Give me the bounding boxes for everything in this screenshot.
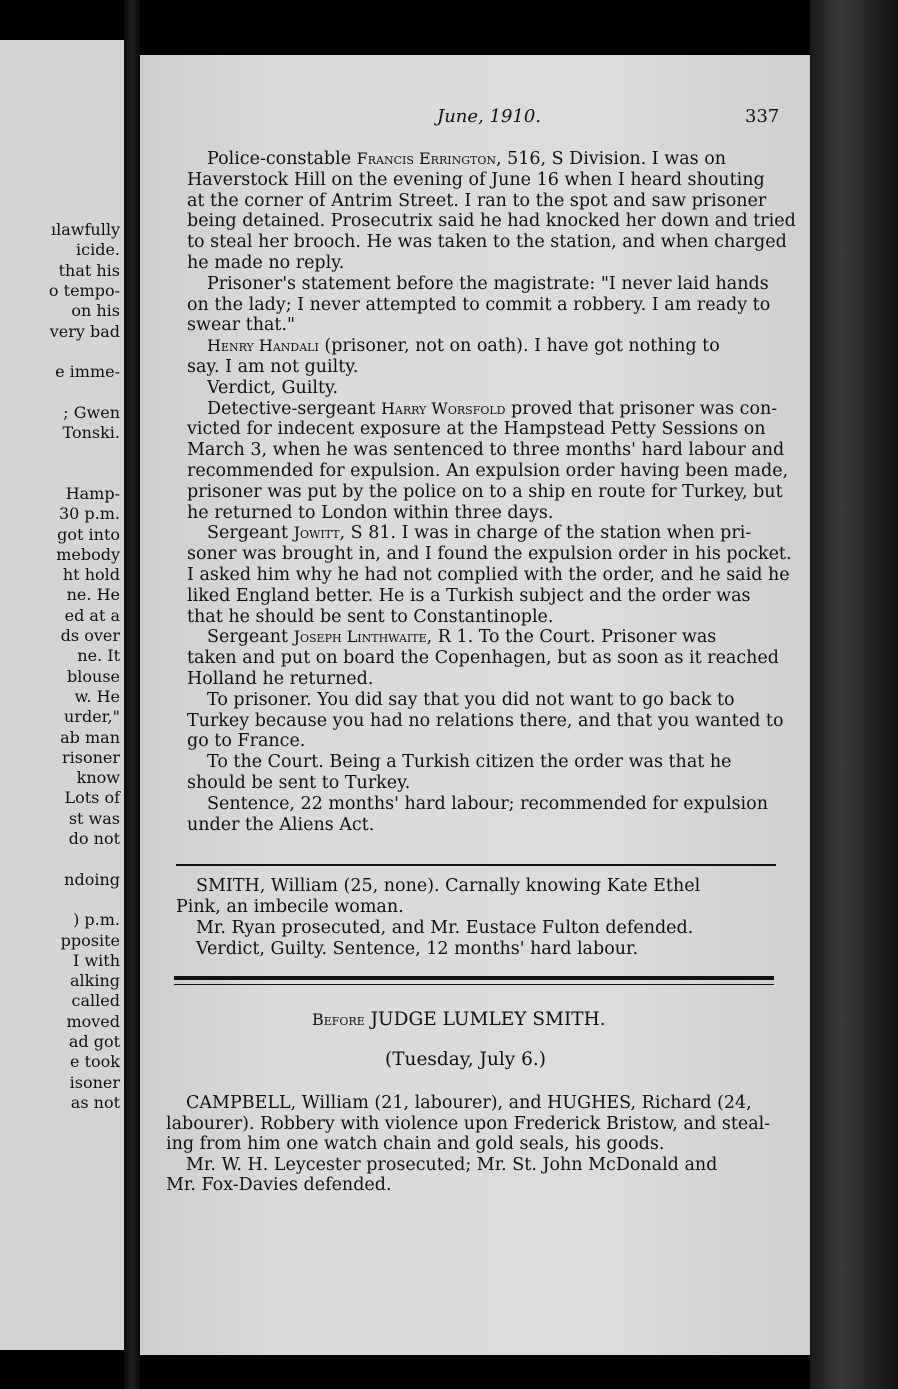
body-line: [187, 191, 766, 211]
body-line: [187, 357, 358, 377]
body-text: Turkey because you had no relations there, and that you wanted to: [187, 710, 784, 731]
body-line: [187, 669, 373, 689]
body-text: say. I am not guilty.: [187, 357, 359, 377]
body-line: [207, 752, 732, 772]
body-text: that he should be sent to Constantinople.: [187, 606, 554, 627]
previous-page-fragment: Hamp-: [65, 483, 120, 503]
previous-page-fragment: isoner: [69, 1072, 120, 1092]
previous-page-fragment: blouse: [67, 666, 120, 686]
campbell-line: labourer). Robbery with violence upon Frederick Bristow, and steal-: [166, 1113, 771, 1134]
body-line: [207, 274, 769, 294]
body-text: he made no reply.: [187, 253, 345, 273]
body-line: [207, 794, 768, 814]
campbell-line: CAMPBELL, William (21, labourer), and HUGHES, Richard (24,: [186, 1093, 752, 1113]
body-text: I asked him why he had not complied with the order, and he said he: [187, 565, 790, 585]
body-text: Detective-sergeant: [207, 398, 381, 419]
campbell-line: Mr. W. H. Leycester prosecuted; Mr. St. John McDonald and: [186, 1154, 718, 1175]
body-line: [187, 773, 410, 793]
campbell-line: Mr. Fox-Davies defended.: [166, 1175, 392, 1195]
body-text: To the Court. Being a Turkish citizen the order was that he: [207, 752, 732, 773]
witness-name: Henry Handali: [207, 336, 319, 356]
smith-line: Verdict, Guilty. Sentence, 12 months' hard labour.: [196, 939, 639, 959]
body-line: [207, 523, 751, 543]
previous-page-fragment: called: [71, 991, 120, 1011]
body-line: [187, 731, 305, 751]
body-line: [187, 482, 783, 502]
previous-page-fragment: e imme-: [55, 362, 120, 382]
body-text: victed for indecent exposure at the Hampstead Petty Sessions on: [187, 419, 766, 440]
witness-name: Harry Worsfold: [380, 398, 506, 418]
smith-line: SMITH, William (25, none). Carnally knowing Kate Ethel: [196, 876, 701, 896]
judge-name: JUDGE LUMLEY SMITH.: [364, 1009, 606, 1030]
body-text: Verdict, Guilty.: [207, 377, 339, 398]
body-text: Police-constable: [207, 149, 357, 169]
previous-page-fragment: that his: [58, 260, 120, 280]
previous-page-fragment: very bad: [49, 321, 120, 341]
previous-page-fragment: ed at a: [64, 605, 120, 625]
body-text: Holland he returned.: [187, 669, 374, 689]
body-text: Sentence, 22 months' hard labour; recommended for expulsion: [207, 793, 768, 814]
body-line: [187, 232, 787, 252]
body-line: [187, 607, 553, 627]
body-text: To prisoner. You did say that you did not want to go back to: [207, 689, 735, 710]
running-title: June, 1910.: [437, 106, 542, 127]
body-text: under the Aliens Act.: [187, 814, 375, 835]
previous-page-fragment: 30 p.m.: [58, 504, 120, 524]
previous-page-fragment: ne. He: [66, 585, 120, 605]
witness-name: Francis Errington: [356, 149, 496, 168]
body-text: , 516, S Division. I was on: [495, 149, 727, 169]
body-text: soner was brought in, and I found the expulsion order in his pocket.: [187, 544, 792, 565]
previous-page-fragment: o tempo-: [48, 280, 120, 300]
previous-page-fragment: alking: [69, 971, 120, 991]
body-line: [187, 648, 779, 668]
body-line: [207, 627, 716, 647]
previous-page-fragment: risoner: [61, 747, 120, 767]
section-double-rule-bottom: [174, 984, 774, 985]
body-line: [207, 399, 777, 419]
section-heading: [312, 1010, 606, 1030]
previous-page-fragment: ht hold: [62, 565, 120, 585]
previous-page-fragment: moved: [66, 1011, 120, 1031]
body-text: prisoner was put by the police on to a ship en route for Turkey, but: [187, 481, 783, 502]
body-line: [187, 544, 792, 564]
smith-line: Pink, an imbecile woman.: [176, 897, 404, 917]
body-text: taken and put on board the Copenhagen, but as soon as it reached: [187, 648, 779, 669]
previous-page-fragment: Tonski.: [62, 423, 120, 442]
body-text: he returned to London within three days.: [187, 502, 554, 523]
previous-page-fragment: pposite: [60, 930, 120, 950]
body-text: go to France.: [187, 731, 306, 752]
previous-page-fragment: on his: [71, 301, 120, 321]
body-line: [187, 253, 344, 273]
body-text: March 3, when he was sentenced to three months' hard labour and: [187, 440, 785, 461]
body-line: [187, 586, 751, 606]
previous-page-fragment: ne. It: [77, 646, 120, 666]
body-text: swear that.": [187, 315, 296, 336]
body-line: [207, 690, 735, 710]
case-divider: [176, 864, 776, 866]
body-text: Sergeant: [207, 627, 294, 648]
previous-page-fragment: ndoing: [64, 869, 120, 889]
section-double-rule-top: [174, 976, 774, 980]
body-text: Sergeant: [207, 523, 294, 544]
body-text: Prisoner's statement before the magistrate: "I never laid hands: [207, 273, 769, 294]
previous-page-fragment: ; Gwen: [63, 402, 120, 422]
previous-page-fragment: st was: [68, 808, 120, 828]
body-line: [207, 336, 720, 356]
previous-page-fragment: ) p.m.: [73, 910, 120, 930]
body-text: , S 81. I was in charge of the station when pri-: [339, 523, 752, 544]
previous-page-fragment: w. He: [74, 686, 120, 706]
body-line: [187, 295, 770, 315]
previous-page-fragment: mebody: [56, 544, 120, 564]
previous-page-fragment: ds over: [60, 626, 120, 645]
body-text: at the corner of Antrim Street. I ran to the spot and saw prisoner: [187, 190, 767, 211]
body-text: should be sent to Turkey.: [187, 773, 411, 793]
body-text: (prisoner, not on oath). I have got nothing to: [318, 336, 720, 357]
previous-page-fragment: e took: [70, 1052, 120, 1072]
session-date: (Tuesday, July 6.): [385, 1049, 546, 1070]
body-line: [187, 461, 788, 481]
body-line: [187, 711, 783, 731]
body-line: [187, 565, 790, 585]
previous-page-fragment: ılawfully: [51, 220, 120, 239]
page-number: 337: [745, 106, 780, 127]
previous-page-fragment: icide.: [76, 240, 120, 260]
body-text: to steal her brooch. He was taken to the station, and when charged: [187, 232, 787, 253]
smith-line: Mr. Ryan prosecuted, and Mr. Eustace Fulton defended.: [196, 918, 694, 938]
body-line: [187, 503, 553, 523]
body-line: [207, 378, 338, 398]
body-text: recommended for expulsion. An expulsion order having been made,: [187, 461, 789, 481]
previous-page-fragment: as not: [70, 1092, 120, 1112]
body-line: [187, 815, 374, 835]
body-line: [187, 211, 796, 231]
body-text: proved that prisoner was con-: [505, 398, 778, 419]
witness-name: Jowitt: [293, 523, 340, 543]
body-text: being detained. Prosecutrix said he had knocked her down and tried: [187, 211, 796, 232]
campbell-line: ing from him one watch chain and gold seals, his goods.: [166, 1134, 665, 1154]
previous-page-fragment: urder,": [64, 707, 120, 727]
previous-page-fragment: got into: [57, 524, 120, 544]
before-prefix: Before: [312, 1010, 365, 1029]
body-line: [187, 419, 766, 439]
previous-page-fragment: know: [76, 768, 120, 788]
body-text: liked England better. He is a Turkish subject and the order was: [187, 585, 751, 606]
previous-page-fragment: I with: [73, 950, 120, 970]
previous-page-fragment: ad got: [68, 1032, 120, 1051]
body-text: Haverstock Hill on the evening of June 16 when I heard shouting: [187, 169, 765, 190]
previous-page-fragment: do not: [68, 829, 120, 848]
body-line: [207, 149, 726, 169]
previous-page-fragment: Lots of: [64, 788, 120, 808]
witness-name: Joseph Linthwaite: [293, 627, 427, 647]
body-line: [187, 315, 295, 335]
body-line: [187, 440, 784, 460]
body-text: on the lady; I never attempted to commit a robbery. I am ready to: [187, 294, 771, 315]
previous-page-fragment: ab man: [60, 727, 120, 747]
body-text: , R 1. To the Court. Prisoner was: [426, 627, 717, 648]
body-line: [187, 170, 765, 190]
